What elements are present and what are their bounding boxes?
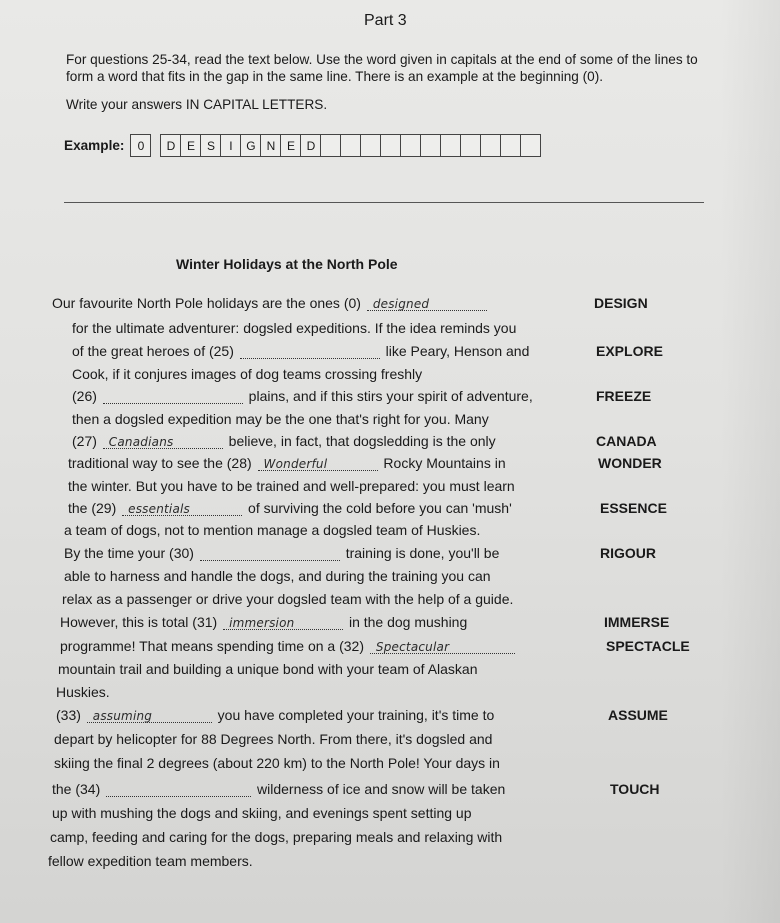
line-text-after-gap: training is done, you'll be [341,545,500,561]
line-text: fellow expedition team members. [48,853,253,869]
answer-gap[interactable] [122,501,242,516]
line-text-after-gap: believe, in fact, that dogsledding is the only [224,433,496,449]
answer-gap[interactable] [258,456,378,471]
text-line [72,320,516,336]
example-number-box: 0 [130,134,151,157]
text-line [52,781,505,797]
text-line [60,614,467,630]
line-text: Huskies. [56,684,110,700]
text-line [60,638,517,654]
line-text: By the time your (30) [64,545,198,561]
text-line [52,295,489,311]
line-text: a team of dogs, not to mention manage a dogsled team of Huskies. [64,522,481,538]
text-line [72,343,529,359]
text-line [54,755,500,771]
example-letter-box [320,134,341,157]
text-line [56,707,494,723]
example-letter-box: G [240,134,261,157]
line-text: able to harness and handle the dogs, and during the training you can [64,568,491,584]
example-letter-box [400,134,421,157]
line-text: then a dogsled expedition may be the one that's right for you. Many [72,411,489,427]
text-line [64,545,499,561]
line-text-after-gap: you have completed your training, it's time to [213,707,495,723]
example-letter-box [480,134,501,157]
line-text: depart by helicopter for 88 Degrees North. From there, it's dogsled and [54,731,493,747]
text-line [52,805,472,821]
handwritten-answer: assuming [92,709,153,723]
line-text: However, this is total (31) [60,614,222,630]
answer-gap[interactable] [223,615,343,630]
example-row [64,134,541,157]
example-letter-box: S [200,134,221,157]
answer-gap[interactable] [87,708,212,723]
text-line [48,853,253,869]
line-text: the (29) [68,500,121,516]
keyword: TOUCH [610,781,660,797]
text-line [58,661,478,677]
example-letter-box: E [280,134,301,157]
line-text: Our favourite North Pole holidays are the ones (0) [52,295,365,311]
keyword: ESSENCE [600,500,667,516]
text-line [64,522,480,538]
example-letter-box: D [300,134,321,157]
line-text: programme! That means spending time on a (32) [60,638,368,654]
example-letter-box: D [160,134,181,157]
line-text: relax as a passenger or drive your dogsled team with the help of a guide. [62,591,514,607]
text-line [68,500,512,516]
text-line [54,731,492,747]
example-letter-boxes [161,134,541,157]
keyword: DESIGN [594,295,648,311]
line-text: traditional way to see the (28) [68,455,256,471]
line-text: Cook, if it conjures images of dog teams crossing freshly [72,366,423,382]
line-text: camp, feeding and caring for the dogs, preparing meals and relaxing with [50,829,503,845]
text-line [72,433,496,449]
line-text-after-gap: like Peary, Henson and [381,343,530,359]
keyword: ASSUME [608,707,668,723]
line-text: up with mushing the dogs and skiing, and evenings spent setting up [52,805,472,821]
text-title: Winter Holidays at the North Pole [176,256,398,272]
page-edge-shadow [720,0,780,923]
write-note: Write your answers IN CAPITAL LETTERS. [66,97,328,112]
line-text: the winter. But you have to be trained and well-prepared: you must learn [68,478,515,494]
answer-gap[interactable] [106,782,251,797]
answer-gap[interactable] [367,296,487,311]
line-text-after-gap: of surviving the cold before you can 'mush' [244,500,512,516]
answer-gap[interactable] [240,344,380,359]
line-text-after-gap: Rocky Mountains in [379,455,506,471]
example-letter-box: N [260,134,281,157]
line-text: (33) [56,707,85,723]
example-letter-box [460,134,481,157]
keyword: SPECTACLE [606,638,690,654]
example-letter-box: I [220,134,241,157]
keyword: RIGOUR [600,545,656,561]
example-letter-box: E [180,134,201,157]
line-text: the (34) [52,781,105,797]
handwritten-answer: essentials [128,502,190,516]
handwritten-answer: immersion [229,616,295,630]
text-line [62,591,513,607]
example-letter-box [340,134,361,157]
example-letter-box [500,134,521,157]
line-text: skiing the final 2 degrees (about 220 km) to the North Pole! Your days in [54,755,500,771]
example-letter-box [420,134,441,157]
handwritten-answer: designed [372,297,430,311]
line-text: mountain trail and building a unique bond with your team of Alaskan [58,661,478,677]
text-line [72,388,533,404]
example-letter-box [360,134,381,157]
text-line [64,568,491,584]
line-text: (27) [72,433,101,449]
line-text-after-gap: in the dog mushing [345,614,468,630]
example-letter-box [440,134,461,157]
keyword: CANADA [596,433,657,449]
instructions: For questions 25-34, read the text below. Use the word given in capitals at the end of some of the lines to form a word that fits in the gap in the same line. There is an example at the beginning (0). [66,52,698,84]
example-letter-box [380,134,401,157]
handwritten-answer: Canadians [108,435,174,449]
line-text: (26) [72,388,101,404]
line-text: for the ultimate adventurer: dogsled expeditions. If the idea reminds you [72,320,517,336]
text-line [56,684,110,700]
answer-gap[interactable] [200,546,340,561]
divider-line [64,202,704,203]
text-line [68,455,506,471]
keyword: WONDER [598,455,662,471]
handwritten-answer: Spectacular [375,640,450,654]
text-line [50,829,502,845]
part-heading: Part 3 [364,12,407,29]
answer-gap[interactable] [103,389,243,404]
keyword: FREEZE [596,388,652,404]
line-text: of the great heroes of (25) [72,343,238,359]
answer-gap[interactable] [370,639,515,654]
keyword: EXPLORE [596,343,663,359]
example-label: Example: [64,138,125,153]
handwritten-answer: Wonderful [263,457,328,471]
line-text-after-gap: wilderness of ice and snow will be taken [253,781,506,797]
example-letter-box [520,134,541,157]
line-text-after-gap: plains, and if this stirs your spirit of adventure, [244,388,533,404]
answer-gap[interactable] [103,434,223,449]
text-line [72,411,489,427]
text-line [68,478,515,494]
text-line [72,366,422,382]
keyword: IMMERSE [604,614,670,630]
